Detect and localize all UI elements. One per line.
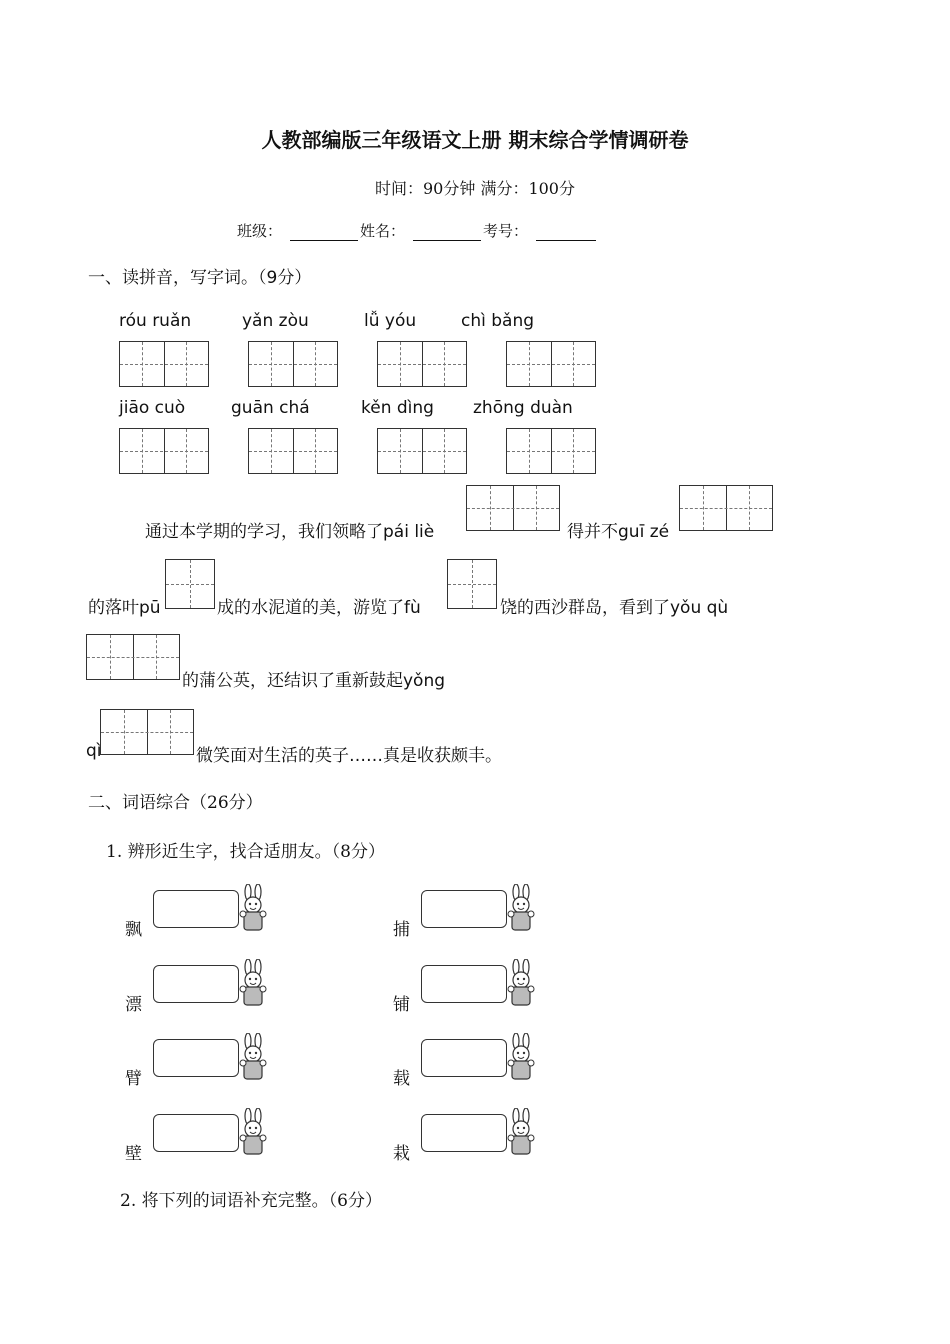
bunny-icon [504,1033,538,1081]
bunny-icon [504,1108,538,1156]
passage-text: 得并不guī zé [567,522,670,542]
bunny-icon [236,1108,270,1156]
bunny-icon [504,959,538,1007]
answer-box[interactable] [421,965,507,1003]
char-label: 载 [393,1069,410,1089]
bunny-icon [236,1033,270,1081]
name-blank[interactable] [413,222,481,241]
char-label: 壁 [125,1144,142,1164]
writing-grid[interactable] [377,341,467,387]
bunny-icon [236,884,270,932]
passage-text: 的落叶pū [88,598,161,618]
section2-heading: 二、词语综合（26分） [88,793,263,813]
char-label: 臂 [125,1069,142,1089]
answer-box[interactable] [153,965,239,1003]
writing-grid[interactable] [248,341,338,387]
writing-grid[interactable] [86,634,180,680]
char-label: 栽 [393,1144,410,1164]
pinyin-5: jiāo cuò [119,398,186,418]
class-label: 班级： [237,222,283,240]
writing-grid[interactable] [506,428,596,474]
passage-text: 成的水泥道的美，游览了fù [217,598,421,618]
writing-grid[interactable] [466,485,560,531]
answer-box[interactable] [153,890,239,928]
student-info-row [237,220,598,241]
passage-text: 饶的西沙群岛，看到了yǒu qù [500,598,729,618]
writing-grid[interactable] [119,428,209,474]
page-title: 人教部编版三年级语文上册 期末综合学情调研卷 [261,128,689,152]
answer-box[interactable] [421,1039,507,1077]
writing-grid[interactable] [165,559,215,609]
answer-box[interactable] [153,1039,239,1077]
pinyin-2: yǎn zòu [242,311,309,331]
bunny-icon [236,959,270,1007]
writing-grid[interactable] [679,485,773,531]
time-score-line: 时间：90分钟 满分：100分 [375,179,575,198]
question-2: 2. 将下列的词语补充完整。（6分） [120,1191,382,1211]
writing-grid[interactable] [506,341,596,387]
bunny-icon [504,884,538,932]
number-blank[interactable] [536,222,596,241]
passage-text: 微笑面对生活的英子……真是收获颇丰。 [196,746,502,766]
name-label: 姓名： [360,222,406,240]
passage-text: 通过本学期的学习，我们领略了pái liè [145,522,435,542]
writing-grid[interactable] [119,341,209,387]
section1-heading: 一、读拼音，写字词。（9分） [88,268,312,288]
pinyin-8: zhōng duàn [473,398,573,418]
pinyin-6: guān chá [231,398,310,418]
writing-grid[interactable] [447,559,497,609]
pinyin-1: róu ruǎn [119,311,192,331]
answer-box[interactable] [421,1114,507,1152]
pinyin-3: lǚ yóu [364,311,417,331]
answer-box[interactable] [421,890,507,928]
question-1: 1. 辨形近生字，找合适朋友。（8分） [106,842,385,862]
class-blank[interactable] [290,222,358,241]
char-label: 飘 [125,920,142,940]
writing-grid[interactable] [100,709,194,755]
writing-grid[interactable] [248,428,338,474]
char-label: 铺 [393,995,410,1015]
pinyin-4: chì bǎng [461,311,535,331]
char-label: 漂 [125,995,142,1015]
writing-grid[interactable] [377,428,467,474]
passage-text: 的蒲公英，还结识了重新鼓起yǒng [182,671,446,691]
answer-box[interactable] [153,1114,239,1152]
char-label: 捕 [393,920,410,940]
passage-text: qì [86,741,102,761]
number-label: 考号： [483,222,529,240]
pinyin-7: kěn dìng [361,398,434,418]
